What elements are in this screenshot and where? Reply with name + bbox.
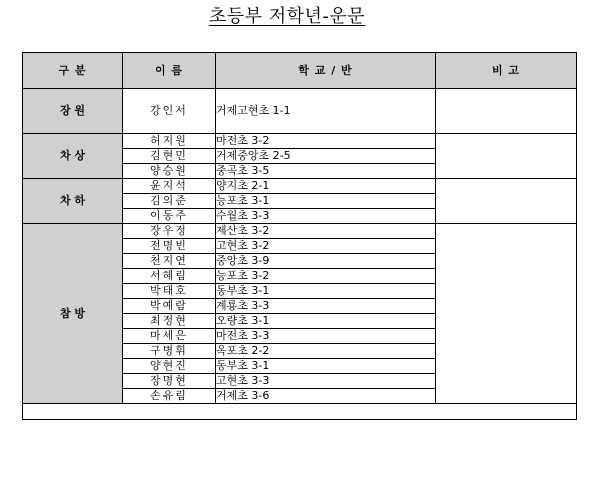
school-cell: 거제고현초 1-1 [216,89,436,134]
school-cell: 동부초 3-1 [216,359,436,374]
school-cell: 고현초 3-2 [216,239,436,254]
school-cell: 능포초 3-2 [216,269,436,284]
table-header-row [23,53,577,89]
table-row [23,89,577,134]
name-cell: 양승원 [123,164,216,179]
school-cell: 마전초 3-2 [216,134,436,149]
category-cell: 장 원 [23,89,123,134]
table-row [23,134,577,149]
name-cell: 전명빈 [123,239,216,254]
name-cell: 손유림 [123,389,216,404]
school-cell: 중앙초 3-9 [216,254,436,269]
school-cell: 마전초 3-3 [216,329,436,344]
school-cell: 제산초 3-2 [216,224,436,239]
header-category: 구 분 [23,53,123,89]
name-cell: 김현민 [123,149,216,164]
header-school: 학 교 / 반 [216,53,436,89]
name-cell: 최정현 [123,314,216,329]
name-cell: 박예람 [123,299,216,314]
name-cell: 마세은 [123,329,216,344]
school-cell: 양지초 2-1 [216,179,436,194]
school-cell: 고현초 3-3 [216,374,436,389]
name-cell: 양현진 [123,359,216,374]
table-row [23,224,577,239]
school-cell: 오량초 3-1 [216,314,436,329]
school-cell: 계룡초 3-3 [216,299,436,314]
school-cell: 능포초 3-1 [216,194,436,209]
name-cell: 허지원 [123,134,216,149]
category-cell: 차 상 [23,134,123,179]
name-cell: 박태호 [123,284,216,299]
table-row [23,179,577,194]
footer-cell [23,404,577,420]
note-cell [436,89,577,134]
name-cell: 구병휘 [123,344,216,359]
header-note: 비 고 [436,53,577,89]
school-cell: 거제초 3-6 [216,389,436,404]
note-cell [436,224,577,404]
name-cell: 서혜림 [123,269,216,284]
note-cell [436,134,577,179]
document-title: 초등부 저학년-운문 [208,6,366,27]
school-cell: 수월초 3-3 [216,209,436,224]
name-cell: 김의준 [123,194,216,209]
name-cell: 강인서 [123,89,216,134]
award-table [22,52,577,420]
name-cell: 천지연 [123,254,216,269]
category-cell: 차 하 [23,179,123,224]
table-footer-row [23,404,577,420]
header-name: 이 름 [123,53,216,89]
school-cell: 중곡초 3-5 [216,164,436,179]
name-cell: 장명현 [123,374,216,389]
name-cell: 윤지석 [123,179,216,194]
school-cell: 거제중앙초 2-5 [216,149,436,164]
category-cell: 참 방 [23,224,123,404]
school-cell: 옥포초 2-2 [216,344,436,359]
school-cell: 동부초 3-1 [216,284,436,299]
name-cell: 장우정 [123,224,216,239]
note-cell [436,179,577,224]
name-cell: 이동주 [123,209,216,224]
